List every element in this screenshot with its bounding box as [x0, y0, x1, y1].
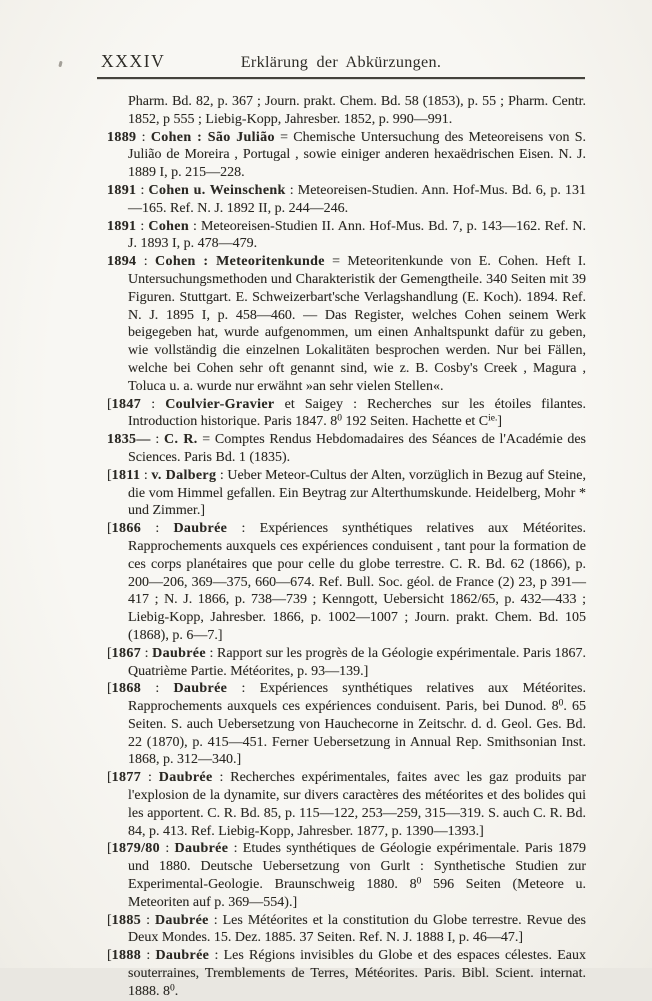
entry-label: 1891 — [107, 182, 137, 198]
superscript: 0 — [558, 698, 564, 709]
page-number: XXXIV — [101, 51, 166, 71]
entry-text: : — [136, 129, 151, 145]
bibliography-entry — [107, 520, 586, 645]
bibliography-entry — [107, 840, 586, 911]
bibliography-entry — [107, 218, 586, 254]
bibliography-entry — [107, 431, 586, 467]
entry-text: : — [141, 396, 166, 412]
entry-text: : — [136, 254, 156, 270]
entry-label: 1891 — [107, 218, 137, 234]
entry-label: Daubrée — [154, 912, 209, 928]
entry-text: : — [141, 681, 174, 697]
entry-text: : — [141, 521, 174, 537]
bibliography-entry — [107, 769, 586, 840]
entry-text: : — [150, 432, 164, 448]
bibliography-entry — [107, 129, 586, 182]
entry-text: = Comptes Rendus Hebdomadaires des Séances de l'Académie des Sciences. Paris Bd. 1 (1835). — [128, 432, 586, 465]
entry-label: 1885 — [111, 912, 142, 928]
entry-text: et Saigey : Recherches sur les étoiles filantes. Introduction historique. Paris 1847. 8 — [128, 396, 587, 430]
entry-label: v. Dalberg — [151, 467, 217, 483]
superscript: ie. — [488, 413, 498, 424]
entry-label: 1835— — [107, 432, 151, 448]
entry-text: . — [174, 983, 179, 999]
bibliography-entry — [107, 93, 586, 129]
bibliography-entry — [107, 467, 586, 520]
entry-label: C. R. — [163, 432, 198, 448]
entry-text: : Les Météorites et la constitution du Globe terrestre. Revue des Deux Mondes. 15. Dez. 1885. 37 Seiten. Ref. N. J. 1888 I, p. 46—47.] — [128, 912, 586, 946]
running-title: Erklärung der Abkürzungen. — [240, 53, 442, 71]
entry-text: : Expériences synthétiques relatives aux Météorites. Rapprochements auxquels ces expériences conduisent , tant pour la formation de ces corps planétaires que pour celle du globe terrestre. C. R. Bd. 62 (1866), p. 200—206, 369—375, 660—674. Ref. Bull. Soc. géol. de France (2) 23, p 391—417 ; N. J. 1866, p. 738—739 ; Kenngott, Uebersicht 1862/65, p. 432—433 ; Liebig-Kopp, Jahresber. 1866, p. 1002—1007 ; Journ. prakt. Chem. Bd. 105 (1868), p. 6—7.] — [128, 521, 587, 643]
entry-label: 1866 — [111, 521, 142, 537]
entry-text: [ — [107, 948, 112, 964]
entry-text: : — [136, 218, 149, 234]
entry-label: 1868 — [111, 681, 142, 697]
entry-label: 1888 — [111, 948, 142, 964]
entry-text: : Ueber Meteor-Cultus der Alten, vorzüglich in Bezug auf Steine, die vom Himmel gefallen. Ein Beytrag zur Alterthumskunde. Heidelberg, Mohr * und Zimmer.] — [128, 467, 586, 519]
entry-label: Cohen : Meteoritenkunde — [155, 254, 325, 270]
entry-text: [ — [107, 645, 112, 661]
entry-text: = Meteoritenkunde von E. Cohen. Heft I. Untersuchungsmethoden und Charakteristik der Gemengtheile. 340 Seiten mit 39 Figuren. Stuttgart. E. Schweizerbart'sche Verlagshandlung (E. Koch). 1894. Ref. N. J. 1895 I, p. 458—460. — Das Register, welches Cohen seinem Werk beigegeben hat, wurde aufgenommen, um einen Anhaltspunkt dafür zu geben, wie vollständig die einzelnen Lokalitäten besprochen werden. Nur bei Fällen, welche bei Cohen sehr oft genannt sind, wie z. B. Cosby's Creek , Magura , Toluca u. a. wurde nur erwähnt »an sehr vielen Stellen«. — [128, 254, 587, 394]
entry-text: . 65 Seiten. S. auch Uebersetzung von Hauchecorne in Zeitschr. d. d. Geol. Ges. Bd. 22 (1870), p. 415—451. Ferner Uebersetzung in Annual Rep. Smithsonian Inst. 1868, p. 312—340.] — [128, 699, 587, 768]
entry-label: Daubrée — [174, 841, 229, 857]
bibliography-entry — [107, 680, 586, 769]
entry-label: 1811 — [111, 467, 141, 483]
entry-label: 1877 — [111, 770, 142, 786]
entry-text: : — [140, 467, 152, 483]
entries — [107, 93, 586, 1001]
bibliography-entry — [107, 645, 586, 681]
entry-text: [ — [107, 681, 112, 697]
entry-text: : Recherches expérimentales, faites avec les gaz produits par l'explosion de la dynamite, sur divers caractères des météorites et des bolides qui les apportent. C. R. Bd. 85, p. 115—122, 253—259, 315—319. S. auch C. R. Bd. 84, p. 413. Ref. Liebig-Kopp, Jahresber. 1877, p. 1390—1393.] — [128, 770, 587, 839]
scan-artifact — [58, 61, 62, 68]
entry-label: Cohen : São Julião — [150, 129, 275, 145]
entry-label: Coulvier-Gravier — [165, 396, 275, 412]
superscript: 0 — [337, 413, 342, 424]
entry-label: 1847 — [111, 396, 142, 412]
header-rule — [97, 77, 585, 79]
entry-label: 1894 — [107, 254, 137, 270]
entry-label: 1867 — [111, 645, 142, 661]
entry-text: : Expériences synthétiques relatives aux Météorites. Rapprochements auxquels ces expériences conduisent. Paris, bei Dunod. 8 — [128, 681, 587, 715]
entry-text: [ — [107, 841, 112, 857]
page-header — [97, 50, 585, 76]
entry-text: : — [141, 770, 159, 786]
entry-label: Daubrée — [152, 645, 206, 661]
entry-text: 192 Seiten. Hachette et C — [341, 414, 489, 430]
superscript: 0 — [170, 983, 175, 994]
entry-text: : Meteoreisen-Studien II. Ann. Hof-Mus. Bd. 7, p. 143—162. Ref. N. J. 1893 I, p. 478—479. — [128, 218, 586, 252]
entry-text: [ — [107, 467, 112, 483]
entry-label: Daubrée — [173, 521, 228, 537]
entry-text: : — [141, 948, 156, 964]
entry-label: 1879/80 — [111, 841, 161, 857]
entry-text: [ — [107, 521, 112, 537]
bibliography-entry — [107, 947, 586, 1000]
entry-text: 596 Seiten (Meteore u. Meteoriten auf p. 369—554).] — [128, 877, 587, 910]
entry-text: [ — [107, 770, 112, 786]
entry-text: : Etudes synthétiques de Géologie expérimentale. Paris 1879 und 1880. Deutsche Uebersetzung von Gurlt : Synthetische Studien zur Experimental-Geologie. Braunschweig 1880. 8 — [128, 841, 587, 893]
entry-text: [ — [107, 912, 112, 928]
entry-text: = Chemische Untersuchung des Meteoreisens von S. Julião de Moreira , Portugal , sowie einiger anderen hexaëdrischen Eisen. N. J. 1889 I, p. 215—228. — [128, 129, 587, 181]
entry-text: : Meteoreisen-Studien. Ann. Hof-Mus. Bd. 6, p. 131—165. Ref. N. J. 1892 II, p. 244—246. — [128, 182, 587, 216]
entry-label: Cohen u. Weinschenk — [148, 182, 286, 198]
entry-label: Daubrée — [155, 948, 210, 964]
bibliography-entry — [107, 182, 586, 218]
entry-text: : — [141, 912, 155, 928]
entry-label: Cohen — [148, 218, 190, 234]
entry-text: : — [136, 182, 149, 198]
entry-label: 1889 — [107, 129, 137, 145]
superscript: 0 — [416, 876, 422, 887]
entry-text: : Rapport sur les progrès de la Géologie expérimentale. Paris 1867. Quatrième Partie. Météorites, p. 93—139.] — [128, 645, 586, 679]
entry-label: Daubrée — [158, 770, 213, 786]
entry-text: : — [160, 841, 175, 857]
bibliography-entry — [107, 253, 586, 395]
entry-text: Pharm. Bd. 82, p. 367 ; Journ. prakt. Chem. Bd. 58 (1853), p. 55 ; Pharm. Centr. 1852, p 555 ; Liebig-Kopp, Jahresber. 1852, p. 990—991. — [128, 94, 586, 127]
bibliography-entry — [107, 912, 586, 948]
bibliography-entry — [107, 396, 586, 432]
entry-text: [ — [107, 396, 112, 412]
entry-text: : Les Régions invisibles du Globe et des espaces célestes. Eaux souterraines, Tremblements de Terres, Météorites. Paris. Bibl. Scient. internat. 1888. 8 — [128, 948, 586, 999]
entry-text: ] — [497, 414, 503, 430]
entry-text: : — [141, 645, 153, 661]
entry-label: Daubrée — [173, 681, 228, 697]
